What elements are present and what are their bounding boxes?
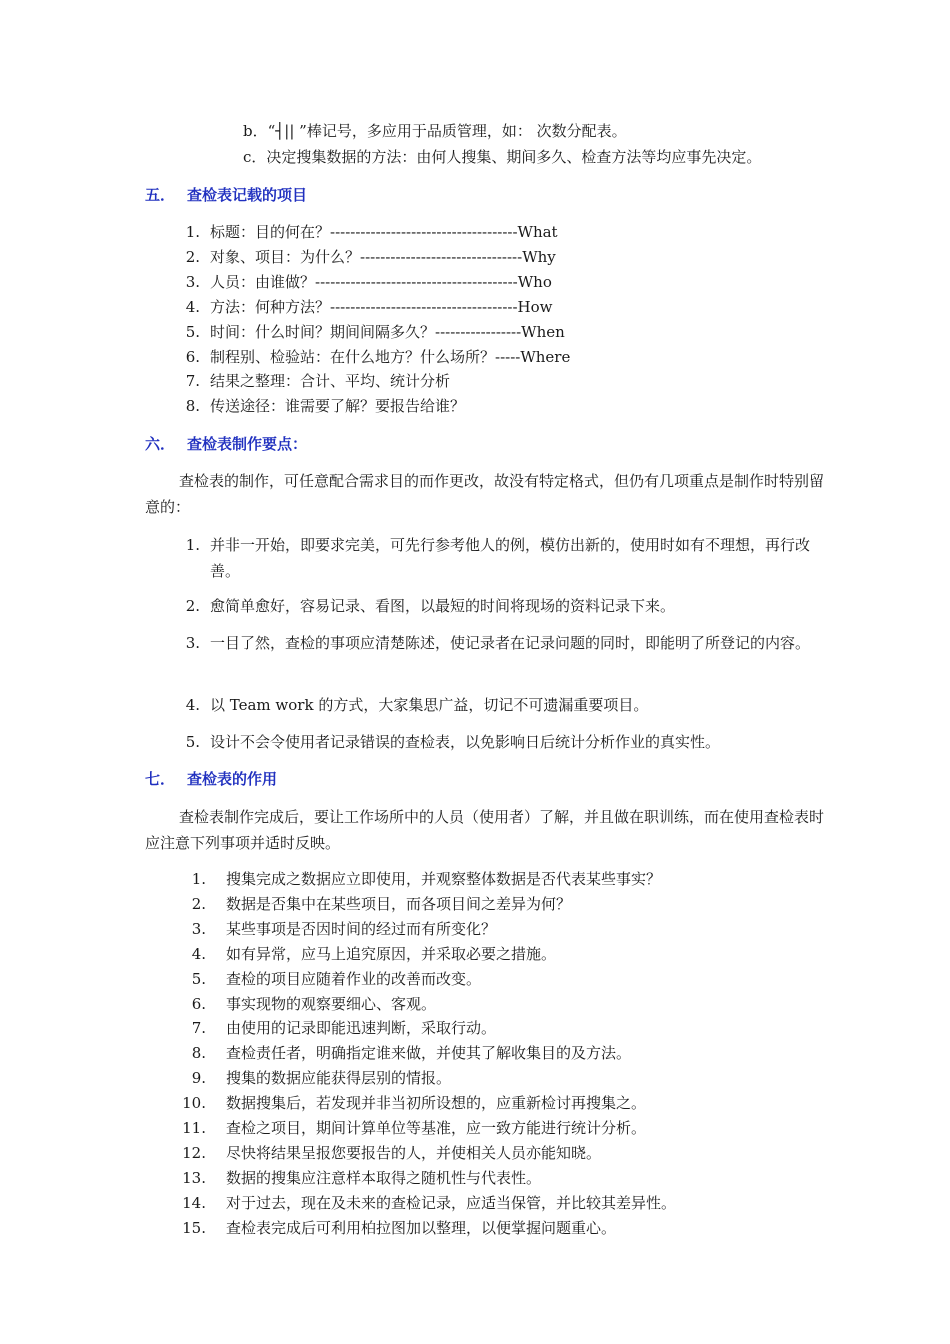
item-number: 8. bbox=[191, 1044, 206, 1062]
section7-intro: 查检表制作完成后，要让工作场所中的人员（使用者）了解，并且做在职训练，而在使用查检表时应注意下列事项并适时反映。 bbox=[145, 808, 825, 852]
item-number: 4. bbox=[185, 696, 200, 714]
item-number: 12. bbox=[182, 1144, 206, 1162]
intro-line-c: c．决定搜集数据的方法：由何人搜集、期间多久、检查方法等均应事先决定。 bbox=[243, 148, 762, 166]
item-text: 数据是否集中在某些项目，而各项目间之差异为何？ bbox=[226, 895, 572, 913]
item-text: 查检表完成后可利用柏拉图加以整理，以便掌握问题重心。 bbox=[226, 1219, 617, 1237]
item-number: 10. bbox=[182, 1094, 206, 1112]
item-text: 方法：何种方法？-------------------------------------How bbox=[210, 298, 553, 316]
item-number: 3. bbox=[185, 634, 200, 652]
item-number: 6. bbox=[191, 995, 206, 1013]
section6-number: 六． bbox=[145, 435, 176, 453]
item-text: 搜集的数据应能获得层别的情报。 bbox=[226, 1069, 452, 1087]
item-number: 1. bbox=[191, 870, 206, 888]
item-text: 某些事项是否因时间的经过而有所变化？ bbox=[226, 920, 497, 938]
item-text: 一目了然，查检的事项应清楚陈述，使记录者在记录问题的同时，即能明了所登记的内容。 bbox=[210, 634, 811, 652]
item-number: 3. bbox=[191, 920, 206, 938]
item-number: 5. bbox=[191, 970, 206, 988]
section5-heading bbox=[145, 185, 307, 205]
item-number: 2. bbox=[191, 895, 206, 913]
section6-heading bbox=[145, 434, 307, 454]
item-number: 9. bbox=[191, 1069, 206, 1087]
section5-number: 五． bbox=[145, 186, 176, 204]
item-text: 对于过去，现在及未来的查检记录，应适当保管，并比较其差异性。 bbox=[226, 1194, 677, 1212]
item-text: 传送途径：谁需要了解？要报告给谁？ bbox=[210, 397, 466, 415]
item-number: 2. bbox=[185, 248, 200, 266]
section7-heading bbox=[145, 769, 277, 789]
item-text: 时间：什么时间？期间间隔多久？-----------------When bbox=[210, 323, 565, 341]
item-number: 15. bbox=[182, 1219, 206, 1237]
item-text: 结果之整理：合计、平均、统计分析 bbox=[210, 372, 451, 390]
section7-number: 七． bbox=[145, 770, 176, 788]
item-number: 1. bbox=[185, 223, 200, 241]
item-text: 尽快将结果呈报您要报告的人，并使相关人员亦能知晓。 bbox=[226, 1144, 602, 1162]
item-text: 愈简单愈好，容易记录、看图，以最短的时间将现场的资料记录下来。 bbox=[210, 597, 676, 615]
item-text: 搜集完成之数据应立即使用，并观察整体数据是否代表某些事实？ bbox=[226, 870, 662, 888]
item-text: 数据搜集后，若发现并非当初所设想的，应重新检讨再搜集之。 bbox=[226, 1094, 647, 1112]
item-text: 以 Team work 的方式，大家集思广益，切记不可遗漏重要项目。 bbox=[210, 696, 649, 714]
section7-title: 查检表的作用 bbox=[187, 770, 278, 788]
item-text: 查检的项目应随着作业的改善而改变。 bbox=[226, 970, 482, 988]
intro-line-b: b．“┤|| ”棒记号，多应用于品质管理，如： 次数分配表。 bbox=[243, 122, 627, 140]
section6-intro: 查检表的制作，可任意配合需求目的而作更改，故没有特定格式，但仍有几项重点是制作时特别留意的： bbox=[145, 472, 825, 516]
item-text: 查检之项目，期间计算单位等基准，应一致方能进行统计分析。 bbox=[226, 1119, 647, 1137]
item-text: 设计不会令使用者记录错误的查检表，以免影响日后统计分析作业的真实性。 bbox=[210, 733, 721, 751]
item-text: 制程别、检验站：在什么地方？什么场所？-----Where bbox=[210, 348, 571, 366]
item-number: 4. bbox=[191, 945, 206, 963]
item-number: 2. bbox=[185, 597, 200, 615]
item-number: 3. bbox=[185, 273, 200, 291]
item-text: 并非一开始，即要求完美，可先行参考他人的例，模仿出新的，使用时如有不理想，再行改善。 bbox=[210, 536, 811, 580]
item-number: 7. bbox=[185, 372, 200, 390]
item-number: 5. bbox=[185, 733, 200, 751]
item-text: 由使用的记录即能迅速判断，采取行动。 bbox=[226, 1019, 497, 1037]
item-number: 8. bbox=[185, 397, 200, 415]
item-number: 6. bbox=[185, 348, 200, 366]
item-text: 对象、项目：为什么？--------------------------------Why bbox=[210, 248, 556, 266]
item-number: 1. bbox=[185, 536, 200, 554]
item-number: 7. bbox=[191, 1019, 206, 1037]
item-number: 13. bbox=[182, 1169, 206, 1187]
item-number: 14. bbox=[182, 1194, 206, 1212]
item-number: 11. bbox=[182, 1119, 206, 1137]
item-text: 人员：由谁做？----------------------------------------Who bbox=[210, 273, 552, 291]
section5-title: 查检表记载的项目 bbox=[187, 186, 308, 204]
item-text: 标题：目的何在？-------------------------------------What bbox=[210, 223, 558, 241]
section6-title: 查检表制作要点： bbox=[187, 435, 308, 453]
item-number: 5. bbox=[185, 323, 200, 341]
item-text: 事实现物的观察要细心、客观。 bbox=[226, 995, 437, 1013]
item-number: 4. bbox=[185, 298, 200, 316]
item-text: 查检责任者，明确指定谁来做，并使其了解收集目的及方法。 bbox=[226, 1044, 632, 1062]
item-text: 如有异常，应马上追究原因，并采取必要之措施。 bbox=[226, 945, 557, 963]
item-text: 数据的搜集应注意样本取得之随机性与代表性。 bbox=[226, 1169, 542, 1187]
